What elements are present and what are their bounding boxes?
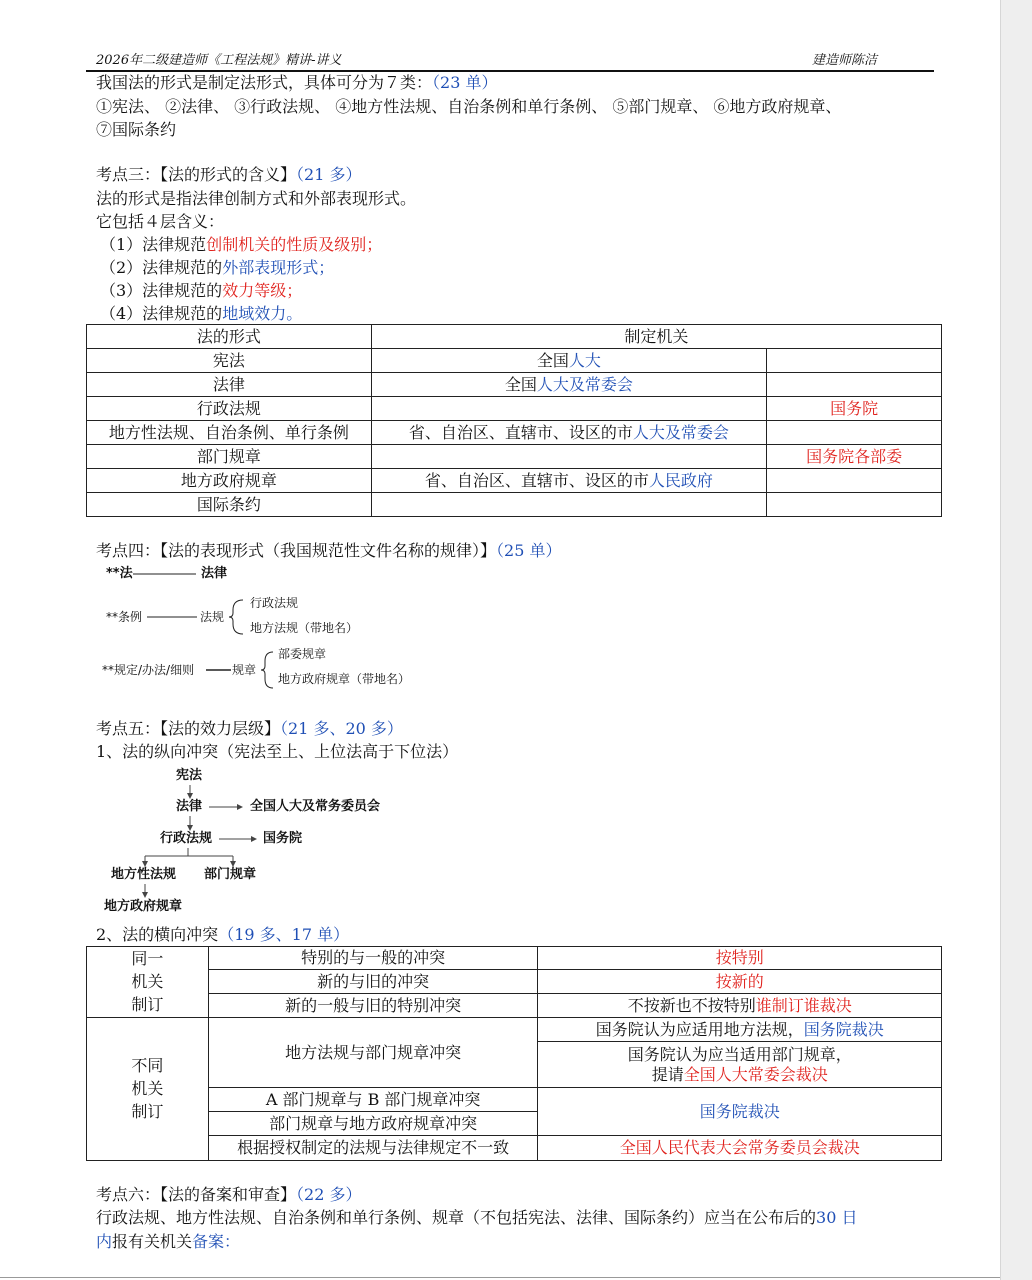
cell-text: 省、自治区、直辖市、设区的市: [408, 422, 633, 442]
table-cell-form: 宪法: [87, 349, 372, 373]
diagram-node: 规章: [232, 663, 257, 677]
kp5-title: 考点五：【法的效力层级】: [96, 719, 281, 738]
resolution-highlight: 按特别: [715, 948, 764, 967]
group-label-line: 制订: [131, 995, 164, 1014]
resolution-cell: [538, 947, 942, 970]
resolution-line: [538, 1065, 941, 1085]
resolution-text: 提请: [651, 1064, 684, 1084]
table-cell-right: 国务院各部委: [767, 445, 942, 469]
table-header: 制定机关: [371, 325, 941, 349]
resolution-cell: [538, 1018, 942, 1042]
kp6-text: 报有关机关: [112, 1232, 193, 1251]
conflict-cell: 新的一般与旧的特别冲突: [208, 994, 538, 1018]
table-cell-form: 地方性法规、自治条例、单行条例: [87, 421, 372, 445]
kp3-tag: （21 多）: [296, 165, 362, 184]
intro-list-line: ①宪法、 ②法律、 ③行政法规、 ④地方性法规、自治条例和单行条例、 ⑤部门规章、 ⑥地方政府规章、: [96, 97, 842, 116]
kp3-item-highlight: 外部表现形式；: [222, 258, 335, 277]
viewer-side-panel: [1000, 0, 1032, 1280]
table-row: [87, 1018, 942, 1042]
kp3-item-highlight: 创制机关的性质及级别；: [206, 235, 383, 254]
diagram-node: **法: [106, 566, 133, 581]
cell-text: 全国: [536, 350, 569, 370]
diagram-node: 地方政府规章（带地名）: [278, 672, 411, 686]
intro-text: 我国法的形式是制定法形式，具体可分为７类：: [96, 73, 433, 92]
resolution-text: 国务院认为应当适用部门规章，: [627, 1044, 852, 1064]
kp6-line: [96, 1208, 857, 1228]
cell-text: 全国: [504, 374, 537, 394]
kp3-item-prefix: （2）法律规范的: [100, 258, 223, 277]
group-label-line: 机关: [131, 972, 164, 991]
table-row: [87, 1088, 942, 1112]
header-title: 2026年二级建造师《工程法规》精讲-讲义: [96, 53, 342, 68]
group-label-same: [87, 947, 209, 1018]
table-header: 法的形式: [87, 325, 372, 349]
resolution-highlight: 谁制订谁裁决: [755, 995, 852, 1015]
horizontal-conflict-tag: （19 多、17 单）: [218, 925, 350, 944]
resolution-highlight: 全国人大常委会裁决: [683, 1064, 828, 1084]
conflict-cell: 地方法规与部门规章冲突: [208, 1018, 538, 1088]
kp3-definition: 法的形式是指法律创制方式和外部表现形式。: [96, 189, 417, 208]
conflict-cell: 部门规章与地方政府规章冲突: [208, 1112, 538, 1136]
tree-node: 地方政府规章: [104, 899, 183, 914]
kp3-item-highlight: 地域效力。: [222, 304, 303, 323]
horizontal-conflict-heading: [96, 925, 349, 945]
resolution-cell: 全国人民代表大会常务委员会裁决: [538, 1136, 942, 1161]
kp6-line-2: [96, 1232, 240, 1252]
tree-node: 行政法规: [160, 831, 213, 846]
kp6-title: 考点六：【法的备案和审查】: [96, 1185, 297, 1204]
diagram-node: **规定/办法/细则: [102, 663, 195, 677]
kp3-item-highlight: 效力等级；: [222, 281, 303, 300]
diagram-node: 行政法规: [250, 596, 299, 610]
conflict-cell: 特别的与一般的冲突: [208, 947, 538, 970]
resolution-highlight: 国务院裁决: [803, 1019, 884, 1039]
resolution-cell: [538, 1042, 942, 1088]
resolution-highlight: 按新的: [715, 971, 764, 991]
kp5-tag: （21 多、20 多）: [280, 719, 403, 738]
page-bottom-rule: [0, 1277, 1000, 1278]
resolution-cell: 国务院裁决: [538, 1088, 942, 1136]
kp3-subtitle: 它包括４层含义：: [96, 212, 225, 231]
kp6-highlight: 内: [96, 1232, 113, 1251]
cell-highlight: 人大及常委会: [632, 422, 729, 442]
table-row: [87, 947, 942, 970]
tree-node: 法律: [176, 799, 203, 814]
kp3-item-prefix: （4）法律规范的: [100, 304, 223, 323]
intro-list-line-2: ⑦国际条约: [96, 120, 177, 139]
resolution-text: 国务院认为应适用地方法规，: [595, 1019, 804, 1039]
cell-highlight: 人大及常委会: [536, 374, 633, 394]
table-cell-form: 法律: [87, 373, 372, 397]
cell-highlight: 人民政府: [648, 470, 713, 490]
kp3-item-prefix: （3）法律规范的: [100, 281, 223, 300]
conflict-cell: 新的与旧的冲突: [208, 970, 538, 994]
diagram-node: **条例: [106, 610, 143, 624]
group-label-line: 制订: [131, 1102, 164, 1121]
kp6-highlight: 备案：: [192, 1232, 241, 1251]
table-cell-right: 国务院: [767, 397, 942, 421]
conflict-cell: 根据授权制定的法规与法律规定不一致: [208, 1136, 538, 1161]
table-row: [87, 1136, 942, 1161]
horizontal-conflict-title: 2、法的横向冲突: [96, 925, 219, 944]
horizontal-conflict-table: [86, 946, 942, 1161]
table-row: [87, 970, 942, 994]
resolution-cell: [538, 970, 942, 994]
kp4-tag: （25 单）: [496, 541, 562, 560]
kp6-highlight: 30 日: [816, 1208, 858, 1227]
resolution-text: 不按新也不按特别: [627, 995, 756, 1015]
kp3-title: 考点三：【法的形式的含义】: [96, 165, 297, 184]
diagram-node: 法律: [201, 566, 228, 581]
group-label-line: 机关: [131, 1079, 164, 1098]
group-label-line: 同一: [131, 949, 164, 968]
table-cell-form: 行政法规: [87, 397, 372, 421]
diagram-node: 部委规章: [278, 647, 327, 661]
table-row: [87, 994, 942, 1018]
tree-node: 国务院: [263, 831, 303, 846]
diagram-node: 地方法规（带地名）: [250, 621, 359, 635]
diagram-node: 法规: [200, 610, 225, 624]
table-cell-form: 地方政府规章: [87, 469, 372, 493]
table-cell-form: 国际条约: [87, 493, 372, 517]
group-label-line: 不同: [131, 1056, 164, 1075]
group-label-different: [87, 1018, 209, 1161]
header-author: 建造师陈洁: [812, 53, 878, 68]
vertical-conflict-heading: 1、法的纵向冲突（宪法至上、上位法高于下位法）: [96, 742, 459, 761]
intro-tag: （23 单）: [432, 73, 498, 92]
kp6-tag: （22 多）: [296, 1185, 362, 1204]
kp6-heading: [96, 1185, 361, 1205]
kp6-text: 行政法规、地方性法规、自治条例和单行条例、规章（不包括宪法、法律、国际条约）应当在公布后的: [96, 1208, 817, 1227]
kp3-item-prefix: （1）法律规范: [100, 235, 207, 254]
table-cell-form: 部门规章: [87, 445, 372, 469]
cell-text: 省、自治区、直辖市、设区的市: [424, 470, 649, 490]
tree-node: 地方性法规: [111, 867, 177, 882]
kp4-title: 考点四：【法的表现形式（我国规范性文件名称的规律）】: [96, 541, 497, 560]
conflict-cell: A 部门规章与 B 部门规章冲突: [208, 1088, 538, 1112]
tree-node: 全国人大及常务委员会: [250, 799, 381, 814]
cell-highlight: 人大: [568, 350, 601, 370]
resolution-cell: [538, 994, 942, 1018]
tree-node: 宪法: [176, 768, 203, 783]
tree-node: 部门规章: [204, 867, 257, 882]
